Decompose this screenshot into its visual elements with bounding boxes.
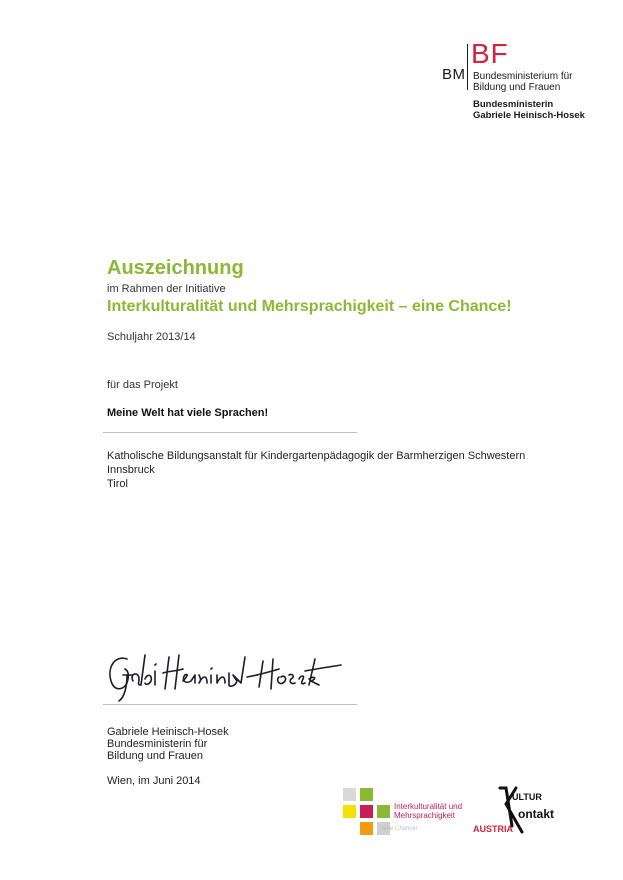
kulturkontakt-logo <box>472 786 568 836</box>
signer-name: Gabriele Heinisch-Hosek <box>107 726 229 738</box>
award-title: Auszeichnung <box>107 257 244 279</box>
for-project-label: für das Projekt <box>107 379 178 391</box>
initiative-logo-tagline: eine Chance! <box>382 826 418 832</box>
institution-state: Tirol <box>107 478 128 490</box>
ministry-logo-bf: BF <box>471 38 509 69</box>
signature-line <box>103 704 357 705</box>
divider-line <box>103 432 357 433</box>
ministry-name-line2: Bildung und Frauen <box>473 82 561 93</box>
minister-name: Gabriele Heinisch-Hosek <box>473 110 585 121</box>
signer-title-line2: Bildung und Frauen <box>107 750 204 762</box>
kk-word-ultur: ULTUR <box>512 792 542 802</box>
project-name: Meine Welt hat viele Sprachen! <box>107 407 269 419</box>
award-intro: im Rahmen der Initiative <box>107 283 226 295</box>
handwritten-signature <box>105 645 345 703</box>
ministry-logo-divider <box>467 44 468 90</box>
ministry-name-line1: Bundesministerium für <box>473 71 573 82</box>
initiative-logo-text-line2: Mehrsprachigkeit <box>394 811 455 820</box>
kk-word-ontakt: ontakt <box>518 807 554 821</box>
signer-title-line1: Bundesministerin für <box>107 738 208 750</box>
institution-city: Innsbruck <box>107 464 155 476</box>
institution-name: Katholische Bildungsanstalt für Kindergartenpädagogik der Barmherzigen Schwestern <box>107 450 526 462</box>
minister-title: Bundesministerin <box>473 99 554 110</box>
kk-word-austria: AUSTRIA <box>473 824 513 834</box>
place-date: Wien, im Juni 2014 <box>107 775 201 787</box>
initiative-logo-text-line1: Interkulturalität und <box>394 802 463 811</box>
ministry-logo-bm: BM <box>442 66 466 83</box>
school-year: Schuljahr 2013/14 <box>107 331 196 343</box>
initiative-name: Interkulturalität und Mehrsprachigkeit – eine Chance! <box>107 298 512 315</box>
